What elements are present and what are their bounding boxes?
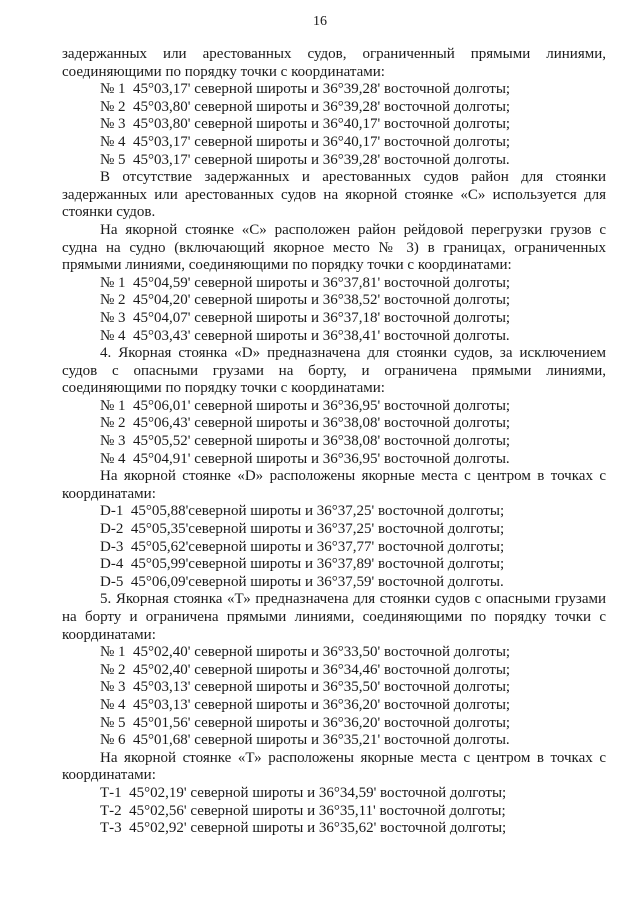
coordinate-line: № 4 45°03,13' северной широты и 36°36,20' восточной долготы; — [100, 696, 511, 713]
coordinate-line: № 2 45°03,80' северной широты и 36°39,28' восточной долготы; — [100, 98, 511, 115]
coordinate-line: № 6 45°01,68' северной широты и 36°35,21' восточной долготы. — [100, 732, 510, 749]
coordinate-line: № 2 45°06,43' северной широты и 36°38,08' восточной долготы; — [100, 415, 511, 432]
coordinate-line: № 3 45°03,13' северной широты и 36°35,50' восточной долготы; — [100, 679, 511, 696]
coordinate-line: № 3 45°05,52' северной широты и 36°38,08' восточной долготы; — [100, 433, 511, 450]
coordinate-line: № 1 45°06,01' северной широты и 36°36,95' восточной долготы; — [100, 397, 511, 414]
paragraph: В отсутствие задержанных и арестованных судов район для стоянки задержанных или арестованных судов на якорной стоянке «С» используется для стоянки судов. — [62, 169, 606, 221]
coordinate-line: № 4 45°03,17' северной широты и 36°40,17' восточной долготы; — [100, 133, 511, 150]
paragraph: На якорной стоянке «С» расположен район рейдовой перегрузки грузов с судна на судно (включающий якорное место № 3) в границах, ограниченных прямыми линиями, соединяющими по порядку точки с координатами: — [62, 221, 606, 274]
coordinate-line: D-3 45°05,62'северной широты и 36°37,77' восточной долготы; — [100, 538, 505, 555]
paragraph: На якорной стоянке «D» расположены якорные места с центром в точках с координатами: — [62, 468, 606, 502]
coordinate-line: D-5 45°06,09'северной широты и 36°37,59' восточной долготы. — [100, 573, 504, 590]
paragraph: 4. Якорная стоянка «D» предназначена для стоянки судов, за исключением судов с опасными грузами на борту, и ограничена прямыми линиями, соединяющими по порядку точки с координатами: — [62, 345, 606, 397]
coordinate-line: № 5 45°01,56' северной широты и 36°36,20' восточной долготы; — [100, 714, 511, 731]
coordinate-line: Т-1 45°02,19' северной широты и 36°34,59' восточной долготы; — [100, 784, 507, 801]
coordinate-line: № 4 45°04,91' северной широты и 36°36,95' восточной долготы. — [100, 450, 510, 467]
coordinate-line: № 1 45°03,17' северной широты и 36°39,28' восточной долготы; — [100, 81, 511, 98]
coordinate-line: № 3 45°04,07' северной широты и 36°37,18' восточной долготы; — [100, 309, 511, 326]
coordinate-line: № 1 45°02,40' северной широты и 36°33,50' восточной долготы; — [100, 644, 511, 661]
coordinate-line: № 4 45°03,43' северной широты и 36°38,41' восточной долготы. — [100, 327, 510, 344]
paragraph: задержанных или арестованных судов, ограниченный прямыми линиями, соединяющими по порядку точки с координатами: — [62, 46, 606, 80]
paragraph: На якорной стоянке «Т» расположены якорные места с центром в точках с координатами: — [62, 749, 606, 784]
coordinate-line: № 5 45°03,17' северной широты и 36°39,28' восточной долготы. — [100, 151, 510, 168]
paragraph: 5. Якорная стоянка «Т» предназначена для стоянки судов с опасными грузами на борту и ограничена прямыми линиями, соединяющими по порядку точки с координатами: — [62, 591, 606, 643]
coordinate-line: Т-3 45°02,92' северной широты и 36°35,62' восточной долготы; — [100, 820, 507, 837]
coordinate-line: № 1 45°04,59' северной широты и 36°37,81' восточной долготы; — [100, 274, 511, 291]
coordinate-line: D-2 45°05,35'северной широты и 36°37,25' восточной долготы; — [100, 521, 505, 538]
coordinate-line: № 2 45°04,20' северной широты и 36°38,52' восточной долготы; — [100, 292, 511, 309]
coordinate-line: № 3 45°03,80' северной широты и 36°40,17' восточной долготы; — [100, 116, 511, 133]
page-number: 16 — [313, 14, 327, 29]
coordinate-line: Т-2 45°02,56' северной широты и 36°35,11' восточной долготы; — [100, 802, 506, 819]
coordinate-line: № 2 45°02,40' северной широты и 36°34,46' восточной долготы; — [100, 661, 511, 678]
coordinate-line: D-4 45°05,99'северной широты и 36°37,89' восточной долготы; — [100, 556, 505, 573]
coordinate-line: D-1 45°05,88'северной широты и 36°37,25' восточной долготы; — [100, 503, 505, 520]
document-body — [62, 46, 606, 838]
